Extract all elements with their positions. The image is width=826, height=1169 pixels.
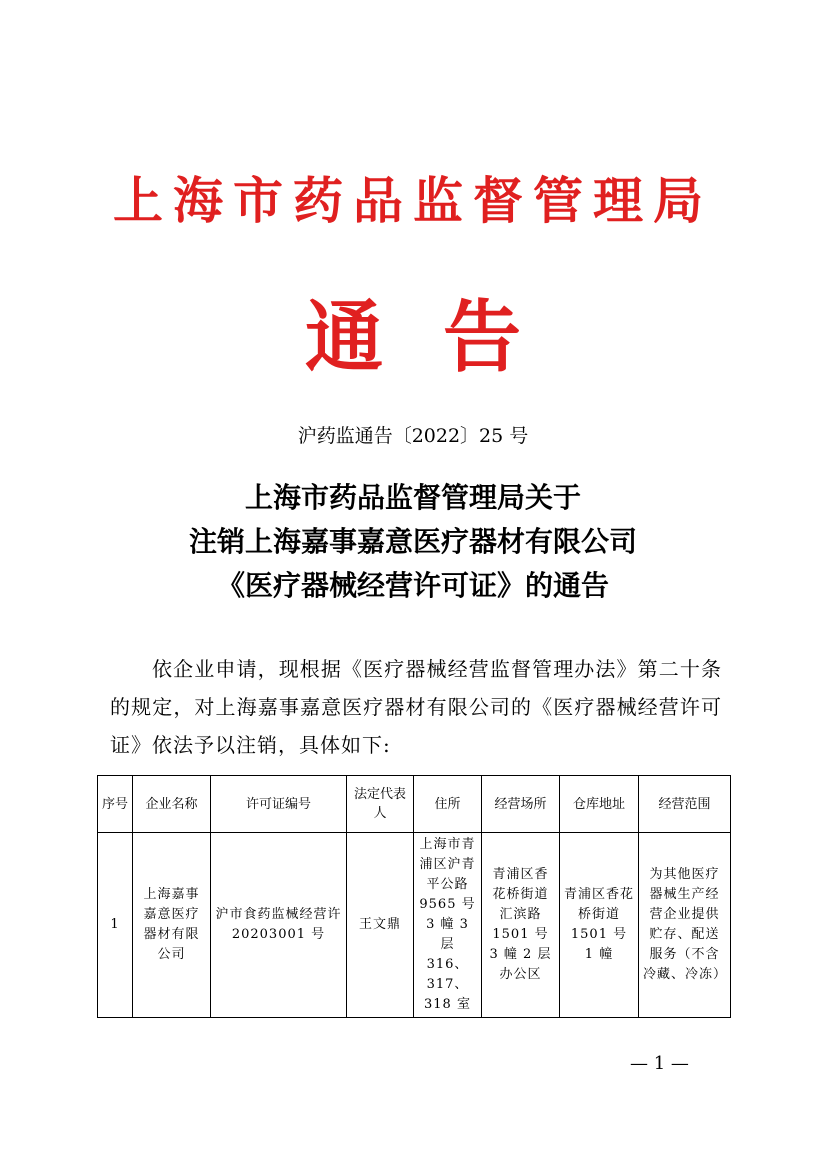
header-cell: 仓库地址	[560, 776, 639, 833]
title-line-3: 《医疗器械经营许可证》的通告	[216, 569, 609, 602]
table-cell: 青浦区香花桥街道 1501 号 1 幢	[560, 833, 639, 1018]
agency-name: 上海市药品监督管理局	[113, 171, 713, 230]
table-header-row	[98, 776, 731, 833]
table-cell: 上海嘉事嘉意医疗器材有限公司	[133, 833, 211, 1018]
document-title	[0, 476, 826, 608]
header-cell: 住所	[414, 776, 482, 833]
table-cell: 青浦区香花桥街道汇滨路 1501 号 3 幢 2 层办公区	[482, 833, 560, 1018]
table-cell: 上海市青浦区沪青平公路 9565 号 3 幢 3 层 316、317、318 室	[414, 833, 482, 1018]
title-line-2: 注销上海嘉事嘉意医疗器材有限公司	[188, 525, 637, 558]
table-cell: 1	[98, 833, 133, 1018]
header-cell: 序号	[98, 776, 133, 833]
license-table	[97, 775, 731, 1018]
header-cell: 许可证编号	[211, 776, 347, 833]
header-cell: 经营范围	[639, 776, 731, 833]
table-cell: 沪市食药监械经营许 20203001 号	[211, 833, 347, 1018]
header-cell: 法定代表人	[347, 776, 414, 833]
table-row	[98, 833, 731, 1018]
header-cell: 企业名称	[133, 776, 211, 833]
body-text	[110, 650, 722, 764]
table-cell: 为其他医疗器械生产经营企业提供贮存、配送服务（不含冷藏、冷冻）	[639, 833, 731, 1018]
table-cell: 王文鼎	[347, 833, 414, 1018]
title-line-1: 上海市药品监督管理局关于	[244, 481, 581, 514]
body-paragraph: 依企业申请，现根据《医疗器械经营监督管理办法》第二十条的规定，对上海嘉事嘉意医疗器材有限公司的《医疗器械经营许可证》依法予以注销，具体如下:	[110, 657, 722, 757]
page-number: — 1 —	[630, 1053, 689, 1074]
header-cell: 经营场所	[482, 776, 560, 833]
document-number: 沪药监通告〔2022〕25 号	[297, 425, 529, 447]
notice-heading: 通告	[304, 292, 581, 383]
